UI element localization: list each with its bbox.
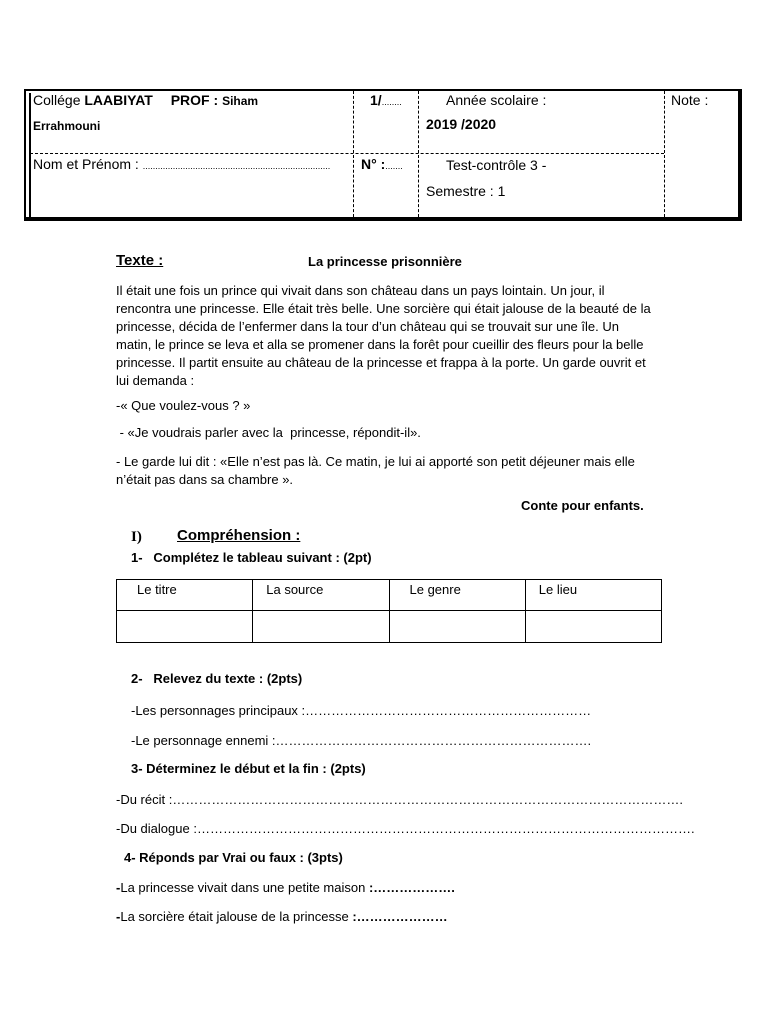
year-label: Année scolaire :: [446, 92, 547, 108]
name-label: Nom et Prénom :: [33, 156, 139, 172]
text-heading: Texte :: [116, 252, 164, 269]
table-header-cell: Le lieu: [525, 580, 661, 611]
question-4: 4- Réponds par Vrai ou faux : (3pts): [124, 850, 343, 865]
header-divider-1: [353, 91, 354, 217]
header-divider-2: [418, 91, 419, 217]
story-title: La princesse prisonnière: [308, 254, 462, 269]
test-label: Test-contrôle 3 -: [446, 157, 547, 173]
prof-first-name: Siham: [222, 94, 259, 108]
header-border-bottom: [24, 217, 742, 221]
table-header-row: [117, 580, 662, 611]
table-header-cell: Le titre: [117, 580, 253, 611]
true-false-item-1[interactable]: [116, 880, 455, 895]
prof-last-name: Errahmouni: [33, 119, 101, 133]
true-false-item-2[interactable]: [116, 909, 448, 924]
question-1: 1- Complétez le tableau suivant : (2pt): [131, 550, 372, 565]
page-label: 1/: [370, 92, 382, 108]
year-value: 2019 /2020: [426, 116, 497, 132]
item-answer-dots[interactable]: :……………….: [368, 880, 455, 895]
item-statement: La princesse vivait dans une petite maison: [120, 880, 369, 895]
story-source: Conte pour enfants.: [521, 498, 644, 513]
story-paragraph: Il était une fois un prince qui vivait dans son château dans un pays lointain. Un jour, il rencontra une princesse. Elle était très belle. Une sorcière qui était jalouse de la beauté de la princesse, décida de l’enfermer dans la tour d’un château qui se trouvait sur une île. Un matin, le prince se leva et alla se promener dans la forêt pour cueillir des fleurs pour la belle princesse. Il partit ensuite au château de la princesse et frappa à la porte. Un garde ouvrit et lui demanda :: [116, 283, 651, 388]
answer-line-dialogue[interactable]: -Du dialogue :…………………………………………………………………………………………………….: [116, 821, 695, 836]
table-answer-row: [117, 611, 662, 643]
number-dots: .......: [385, 161, 403, 171]
number-field: [361, 156, 403, 172]
answer-line-story[interactable]: -Du récit :……………………………………………………………………………………………………….: [116, 792, 683, 807]
section-number: I): [131, 529, 142, 545]
header-border-right: [738, 89, 742, 221]
answer-line-characters[interactable]: -Les personnages principaux :…………………………………………………………: [131, 703, 592, 718]
page-dots: ........: [381, 97, 402, 107]
prof-label: PROF :: [170, 92, 219, 108]
table-header-cell: La source: [253, 580, 389, 611]
college-field: [33, 92, 258, 108]
semester-label: Semestre : 1: [426, 183, 506, 199]
note-label: Note :: [671, 92, 709, 108]
number-label: N° :: [361, 156, 386, 172]
table-answer-cell[interactable]: [253, 611, 389, 643]
comprehension-heading: Compréhension :: [177, 527, 301, 544]
college-name: LAABIYAT: [84, 92, 153, 108]
dialogue-line-1: -« Que voulez-vous ? »: [116, 398, 251, 413]
answer-line-enemy[interactable]: -Le personnage ennemi :……………………………………………………………….: [131, 733, 592, 748]
table-header-cell: Le genre: [389, 580, 525, 611]
item-answer-dots[interactable]: :…………………: [352, 909, 448, 924]
header-divider-row: [30, 153, 664, 154]
answer-table: [116, 579, 662, 643]
college-label: Collége: [33, 92, 81, 108]
header-border-inner: [29, 93, 31, 217]
page-field: [370, 92, 402, 108]
item-dash: -: [116, 909, 121, 924]
name-field: [33, 156, 330, 172]
item-dash: -: [116, 880, 121, 895]
header-divider-3: [664, 91, 665, 217]
header-box: [24, 89, 742, 221]
name-dots: ...........................................................................: [142, 161, 331, 171]
table-answer-cell[interactable]: [525, 611, 661, 643]
question-3: 3- Déterminez le début et la fin : (2pts): [131, 761, 366, 776]
dialogue-line-3: - Le garde lui dit : «Elle n’est pas là. Ce matin, je lui ai apporté son petit déjeuner mais elle n’était pas dans sa chambre ».: [116, 454, 635, 487]
table-answer-cell[interactable]: [389, 611, 525, 643]
question-2: 2- Relevez du texte : (2pts): [131, 671, 303, 686]
item-statement: La sorcière était jalouse de la princesse: [120, 909, 353, 924]
table-answer-cell[interactable]: [117, 611, 253, 643]
dialogue-line-2: - «Je voudrais parler avec la princesse, répondit-il».: [116, 425, 421, 440]
